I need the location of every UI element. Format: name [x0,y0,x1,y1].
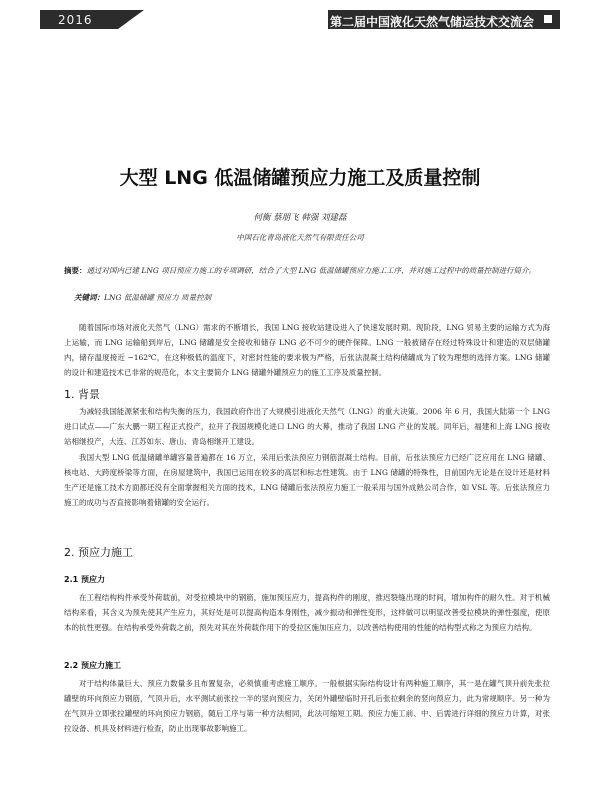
intro-paragraph: 随着国际市场对液化天然气（LNG）需求的不断增长，我国 LNG 接收站建设进入了快速发展时期。现阶段，LNG 贸易主要的运输方式为海上运输，而 LNG 运输船到岸后，LNG 储罐是安全接收和储存 LNG 必不可少的硬件保障。LNG 一般被储存在经过特殊设计和建造的双层储罐内，储存温度接近 −162℃，在这种极低的温度下，对密封性能的要求极为严格，后张法混凝土结构储罐成为了较为理想的选择方案。LNG 储罐的设计和建造技术已非常的规范化，本文主要简介 LNG 储罐外罐预应力的施工工序及质量控制。 [64,323,550,377]
page-number: 2016 [58,13,93,27]
header-mark [544,15,552,23]
body-paragraph: 为减轻我国能源紧张和结构失衡的压力，我国政府作出了大规模引进液化天然气（LNG）的重大决策。2006 年 6 月，我国大陆第一个 LNG 进口试点——广东大鹏一期工程正式投产，拉开了我国规模化进口 LNG 的大幕，推动了我国 LNG 产业的发展。同年后，福建和上海 LNG 接收站相继投产，大连、江苏如东、唐山、青岛相继开工建设。 [64,407,550,446]
section-heading: 1. 背景 [64,388,100,401]
abstract-text: 通过对国内已建 LNG 项目预应力施工的专项调研，结合了大型 LNG 低温储罐预应力施工工序，并对施工过程中的质量控制进行简介。 [86,266,537,275]
keywords-text: LNG 低温储罐 预应力 质量控制 [104,293,212,302]
keywords-label: 关键词： [74,293,104,302]
body-paragraph: 对于结构体量巨大、预应力数量多且布置复杂，必须慎重考虑施工顺序。一般根据实际结构设计有两种施工顺序，其一是在罐气顶升前先张拉罐壁的环向预应力钢筋，气顶升后，水平测试前张拉一半的竖向预应力，关闭外罐壁临时开孔后张拉剩余的竖向预应力，此为常规顺序。另一种为在气顶升立即张拉罐壁的环向预应力钢筋，随后工序与第一种方法相同，此法可缩短工期。预应力施工前、中、后需进行详细的预应力计算，对张拉设备、机具及材料进行检查，防止出现事故影响施工。 [64,679,550,733]
body-paragraph: 我国大型 LNG 低温储罐单罐容量普遍都在 16 万立，采用后张法预应力钢筋混凝土结构。目前，后张法预应力已经广泛应用在 LNG 储罐、核电站、大跨度桥梁等方面，在房屋建筑中，我国已运用在较多的高层和标志性建筑。由于 LNG 储罐的特殊性，目前国内无论是在设计还是材料生产还是施工技术方面都还没有全面掌握相关方面的技术，LNG 储罐后张法预应力施工一般采用与国外成熟公司合作，如 VSL 等。后张法预应力施工的成功与否直接影响着储罐的安全运行。 [64,453,550,507]
abstract-label: 摘要： [64,266,87,275]
subsection-heading: 2.1 预应力 [64,575,105,584]
body-paragraph: 在工程结构构件承受外荷载前，对受拉模块中的钢筋，施加预压应力，提高构件的刚度，推迟裂缝出现的时间，增加构件的耐久性。对于机械结构来看，其含义为预先使其产生应力，其好处是可以提高构造本身刚性，减少振动和弹性变形，这样做可以明显改善受拉模块的弹性强度，使原本的抗性更强。在结构承受外荷载之前，预先对其在外荷载作用下的受拉区施加压应力，以改善结构使用的性能的结构型式称之为预应力结构。 [64,593,550,632]
section-heading: 2. 预应力施工 [64,546,133,559]
subsection-heading: 2.2 预应力施工 [64,661,121,670]
header-cutout [118,10,328,29]
abstract [64,264,550,278]
article-authors: 何衡 蔡朋飞 韩强 刘建磊 [253,213,347,223]
article-affiliation: 中国石化青岛液化天然气有限责任公司 [236,233,364,242]
keywords [74,292,544,303]
conference-title: 第二届中国液化天然气储运技术交流会 [330,15,535,29]
header-bevel [118,10,144,29]
article-title: 大型 LNG 低温储罐预应力施工及质量控制 [119,167,481,189]
